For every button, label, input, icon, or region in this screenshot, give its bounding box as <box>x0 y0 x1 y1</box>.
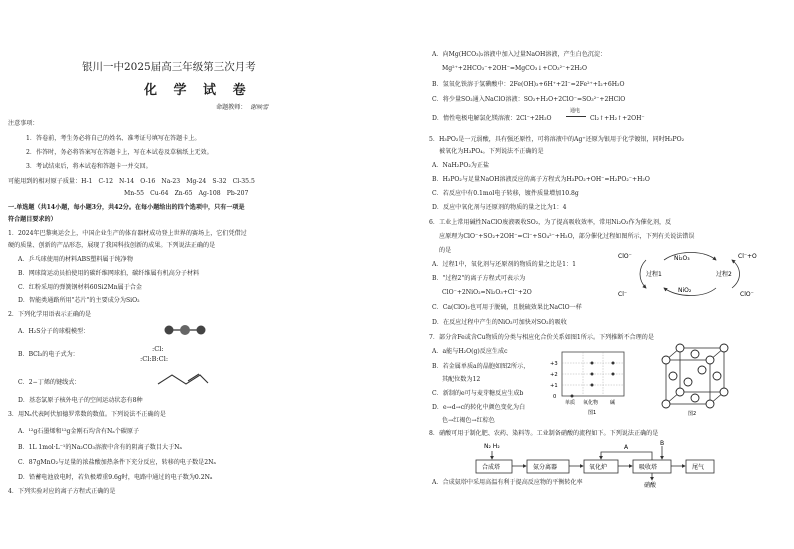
q7-option-b-2: 其配位数为12 <box>442 376 481 383</box>
diagram-clo-right: ClO⁻ <box>740 291 754 298</box>
note-2: 2．作答时，务必将答案写在答题卡上，写在本试卷及草稿纸上无效。 <box>26 149 213 156</box>
school-title: 银川一中2025届高三年级第三次月考 <box>82 61 256 73</box>
q1-option-d: D．智能类通路所用"芯片"的主要成分为SiO₂ <box>18 297 140 304</box>
diagram-cl-left: Cl⁻ <box>618 291 628 298</box>
flow-label-a: A <box>624 444 629 451</box>
q5-option-d: D．反应中氧化剂与还原剂的物质的量之比为1：4 <box>432 204 567 211</box>
q1-option-a: A．乒乓球使用的材料ABS塑料属于纯净物 <box>18 256 133 263</box>
diagram-process-2: 过程2 <box>716 271 732 278</box>
q4-option-a-2: Mg²⁺+2HCO₃⁻+2OH⁻=MgCO₃↓+CO₃²⁻+2H₂O <box>442 65 587 72</box>
q7-figure-2-unit-cell <box>658 342 734 418</box>
q6-stem-2: 应原理为ClO⁻+SO₂+2OH⁻=Cl⁻+SO₄²⁻+H₂O，部分催化过程如图所示，下列有关说法错误 <box>439 233 695 240</box>
q6-option-d: D．在反应过程中产生的NiO₂可加快对SO₂的吸收 <box>432 319 567 326</box>
notes-heading: 注意事项： <box>8 120 39 127</box>
flow-inputs: N₂ H₂ <box>484 443 500 450</box>
fig1-x-label-element: 单质 <box>565 400 576 406</box>
fig1-x-label-base: 碱 <box>610 400 616 406</box>
fig1-y-label-plus3: +3 <box>550 361 558 367</box>
q7-figure-1 <box>540 346 640 416</box>
q6-option-b-1: B．"过程2"的离子方程式可表示为 <box>432 275 526 282</box>
fig1-y-label-zero: 0 <box>553 394 557 400</box>
q2-option-c: C．2−丁烯的键线式： <box>18 379 81 386</box>
q3-option-a: A．¹²g石墨烯和¹²g金刚石均含有Nₐ个碳原子 <box>18 428 140 435</box>
h2s-ball-stick-model <box>162 323 208 337</box>
bcl3-lewis-top: :Cl: <box>152 345 164 353</box>
q3-option-d: D．铅蓄电池放电时，若负极增重9.6g时，电路中通过的电子数为0.2Nₐ <box>18 474 213 481</box>
q8-option-a: A．合成氨塔中采用高温有利于提高反应物的平衡转化率 <box>432 479 583 486</box>
q2-option-a: A．H₂S分子的球棍模型： <box>18 328 90 335</box>
q7-stem: 7．部分含Fe或含Cu物质的分类与相应化合价关系如图1所示。下列推断不合理的是 <box>429 334 654 341</box>
q2-option-b: B．BCl₃的电子式为： <box>18 351 79 358</box>
q8-stem: 8．硝酸可用于制化肥、农药、染料等。工业制备硝酸的流程如下。下列说法正确的是 <box>429 430 659 437</box>
q3-option-c: C．87gMnO₂与足量的浓盐酸加热条件下充分反应，转移的电子数是2Nₐ <box>18 459 216 466</box>
q6-catalytic-cycle-diagram <box>616 248 766 304</box>
flow-product: 硝酸 <box>644 482 657 488</box>
fig2-caption: 图2 <box>688 411 697 417</box>
q4-option-b: B．氢氧化铁溶于氢碘酸中：2Fe(OH)₃+6H⁺+2I⁻=2Fe²⁺+I₂+6H₂O <box>432 81 625 88</box>
note-3: 3．考试结束后，将本试卷和答题卡一并交回。 <box>26 163 152 170</box>
q6-stem-3: 的是 <box>439 247 452 254</box>
2-butene-skeletal-formula <box>156 371 210 387</box>
q7-option-b-1: B．若金属单质a的晶胞如图2所示， <box>432 363 530 370</box>
diagram-ni2o3: Ni₂O₃ <box>674 255 690 262</box>
q7-option-c: C．新制的e可与麦芽糖反应生成b <box>432 390 524 397</box>
section1-line1: 一.单选题（共14小题，每小题3分，共42分。在每小题给出的四个选项中，只有一项是 <box>8 204 245 211</box>
author-label: 命题教师： <box>216 104 247 111</box>
flow-label-b: B <box>660 440 665 447</box>
q7-option-d-2: 色→红褐色→红棕色 <box>442 417 495 424</box>
q1-option-c: C．红粉采用的弹簧钢材料60Si2Mn属于合金 <box>18 284 142 291</box>
q1-stem-1: 1．2024年巴黎奥运会上，中国企业生产的体育器材成功登上世界的赛场上，它们凭借过 <box>8 230 247 237</box>
q1-option-b: B．网球筒运动员拍使用的碳纤维网球拍，碳纤维属有机高分子材料 <box>18 270 200 277</box>
q4-option-a-1: A．向Mg(HCO₃)₂溶液中加入过量NaOH溶液，产生白色沉淀： <box>432 51 607 58</box>
q6-option-a: A．过程1中，氧化剂与还原剂的物质的量之比是1：1 <box>432 261 577 268</box>
q5-option-a: A．NaH₂PO₂为正盐 <box>432 162 490 169</box>
q5-option-b: B．H₃PO₂与足量NaOH溶液反应的离子方程式为H₃PO₂+OH⁻=H₂PO₂⁻+H₂O <box>432 176 650 183</box>
q3-stem: 3．用Nₐ代表阿伏加德罗常数的数值。下列说法不正确的是 <box>8 411 166 418</box>
fig1-y-label-plus2: +2 <box>550 372 558 378</box>
q5-stem-1: 5．H₃PO₂是一元弱酸，具有强还原性，可将溶液中的Ag⁺还原为银用于化学镀银，同时H₃PO₂ <box>429 136 685 143</box>
q6-option-c: C．Ca(ClO)₂也可用于脱硫，且脱硫效果比NaClO一样 <box>432 304 582 311</box>
q6-stem-1: 6．工业上常用碱性NaClO废液吸收SO₂，为了提高吸收效率，常用Ni₂O₃作为催化剂，反 <box>429 219 672 226</box>
q4-option-d-post: Cl₂↑+H₂↑+2OH⁻ <box>590 115 645 122</box>
fig1-caption: 图1 <box>588 410 597 416</box>
diagram-clo-left: ClO⁻ <box>618 253 632 260</box>
diagram-process-1: 过程1 <box>646 271 662 278</box>
q2-stem: 2．下列化学用语表示正确的是 <box>8 311 92 318</box>
bcl3-lewis-middle: :Cl:B:Cl: <box>140 355 169 363</box>
section1-line2: 符合题目要求的） <box>8 216 57 223</box>
q5-stem-2: 被氧化为H₃PO₄。下列说法不正确的是 <box>439 148 544 155</box>
paper-title: 化 学 试 卷 <box>144 83 252 98</box>
flow-box1-label: 合成塔 <box>482 464 501 471</box>
flow-box5-label: 尾气 <box>692 464 705 471</box>
diagram-nio2: NiO₂ <box>678 287 692 294</box>
q6-option-b-2: ClO⁻+2NiO₂=Ni₂O₃+Cl⁻+2O <box>442 289 532 296</box>
q1-stem-2: 硬的质量、创新的产品形态，展现了我国科技创新的成果。下列说法正确的是 <box>8 242 216 249</box>
q4-option-d-pre: D．惰性电极电解氯化镁溶液：2Cl⁻+2H₂O <box>432 115 552 122</box>
diagram-cl-o: Cl⁻+O <box>738 253 757 260</box>
flow-box2-label: 氨分离器 <box>533 464 558 471</box>
flow-box3-label: 氧化炉 <box>589 464 608 471</box>
fig1-y-label-plus1: +1 <box>550 383 558 389</box>
note-1: 1．答卷前，考生务必将自己的姓名、准考证号填写在答题卡上。 <box>26 135 201 142</box>
q4-electrolysis-condition: 通电 <box>570 108 581 114</box>
q4-option-c: C．将少量SO₂通入NaClO溶液：SO₂+H₂O+2ClO⁻=SO₃²⁻+2HClO <box>432 96 626 103</box>
q7-option-d-1: D．e→d→c的转化中颜色变化为白 <box>432 404 526 411</box>
atomic-masses-line1: 可能用到的相对原子质量：H-1 C-12 N-14 O-16 Na-23 Mg-24 S-32 Cl-35.5 <box>8 178 255 185</box>
q7-option-a: A．a能与H₂O(g)反应生成c <box>432 348 508 355</box>
q4-reaction-arrow <box>566 116 586 117</box>
flow-box4-label: 吸收塔 <box>639 464 658 471</box>
q2-option-d: D．基态氯原子核外电子的空间运动状态有8种 <box>18 397 143 404</box>
author-signature: 谢映雪 <box>250 104 269 111</box>
q4-stem: 4．下列实验对应的离子方程式正确的是 <box>8 488 116 495</box>
fig1-x-label-oxide: 氧化物 <box>583 400 599 406</box>
q3-option-b: B．1L 1mol·L⁻¹的Na₂CO₃溶液中含有的阴离子数目大于Nₐ <box>18 444 182 451</box>
q5-option-c: C．若反应中有0.1mol电子转移，镀件质量增加10.8g <box>432 190 579 197</box>
atomic-masses-line2: Mn-55 Cu-64 Zn-65 Ag-108 Pb-207 <box>124 190 249 197</box>
